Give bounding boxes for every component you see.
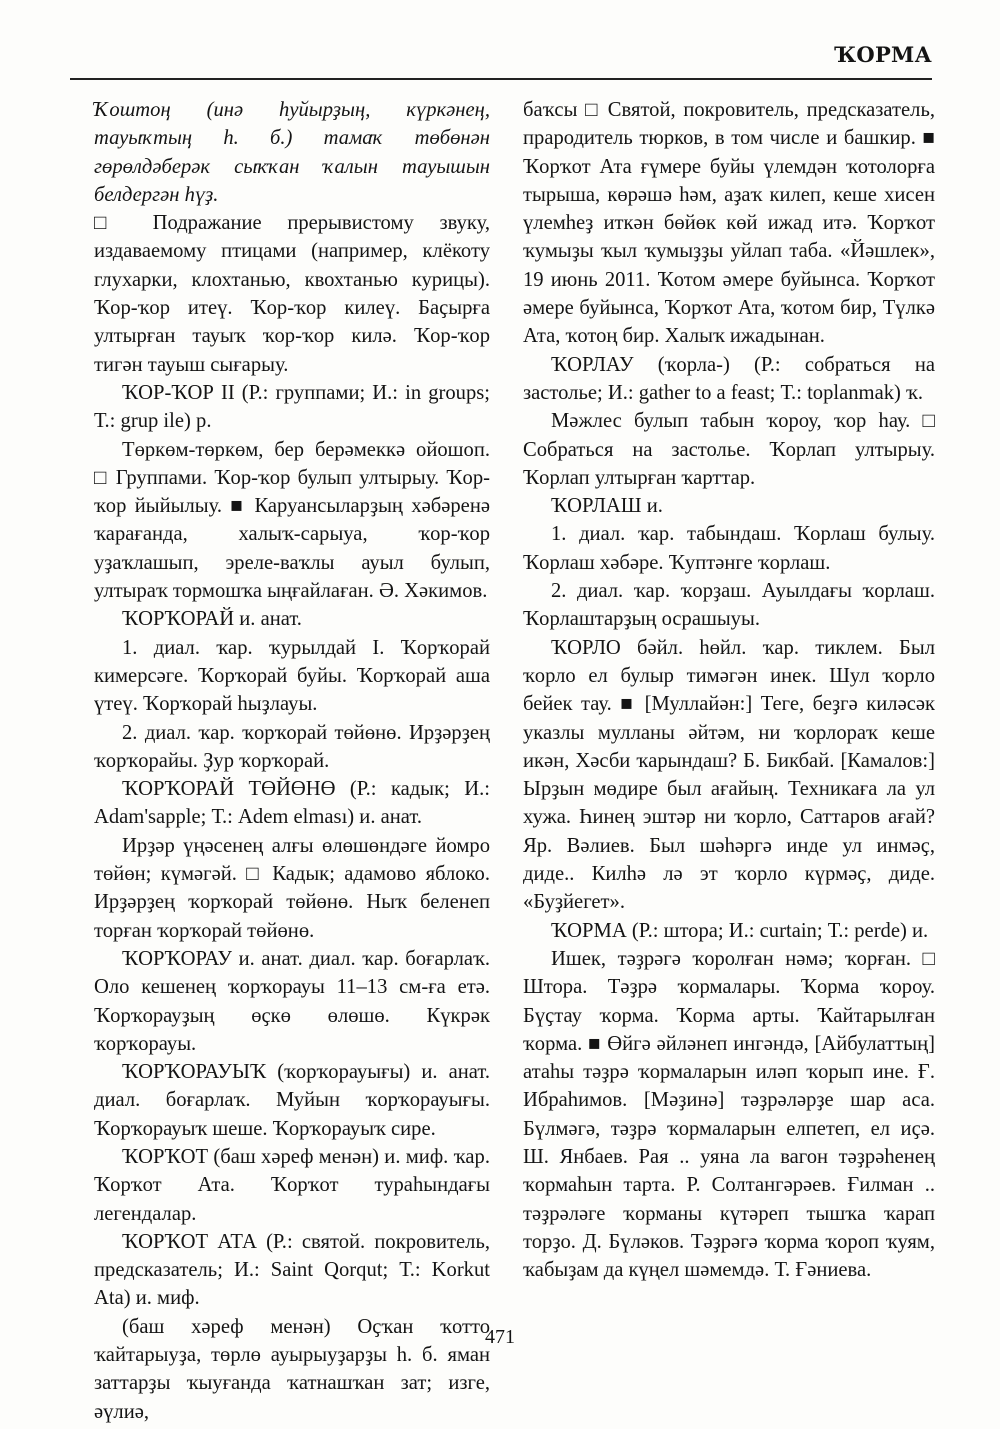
- dictionary-paragraph: 1. диал. ҡар. ҡурылдай I. Ҡорҡорай кимерсәге. Ҡорҡорай буйы. Ҡорҡорай аша үтеү. Ҡорҡорай һыҙлауы.: [94, 636, 490, 716]
- running-head: ҠОРМА: [834, 42, 932, 67]
- dictionary-paragraph: Төркөм-төркөм, бер берәмеккә ойошоп. □ Группами. Ҡор-ҡор булып ултырыу. Ҡор-ҡор йыйылыу. ■ Каруансыларҙың хәбәренә ҡарағанда, халыҡ-сарыуа, ҡор-ҡор уҙаҡлашып, эреле-ваҡлы ауыл булып, ултыраҡ тормошҡа ыңғайлаған. Ә. Хәкимов.: [94, 438, 490, 603]
- header-rule: [70, 78, 932, 80]
- dictionary-paragraph: ҠОРҠОРАЙ и. анат.: [122, 608, 302, 631]
- dictionary-paragraph: 2. диал. ҡар. ҡорҡорай төйөнө. Ирҙәрҙең ҡорҡорайы. Ҙур ҡорҡорай.: [94, 721, 490, 772]
- dictionary-paragraph: Ҡоштоң (инә һуйырҙың, күркәнең, тауыҡтың һ. б.) тамаҡ төбөнән гөрөлдәберәк сыҡҡан ҡалын тауышын белдергән һүҙ.: [94, 99, 490, 206]
- page-number: 471: [485, 1326, 515, 1348]
- dictionary-paragraph: 2. диал. ҡар. ҡорҙаш. Ауылдағы ҡорлаш. Ҡорлаштарҙың осрашыуы.: [523, 580, 935, 631]
- right-column: [523, 96, 935, 1284]
- dictionary-paragraph: ҠОРҠОТ АТА (Р.: святой. покровитель, предсказатель; И.: Saint Qorqut; Т.: Korkut Ata) и. миф.: [94, 1230, 490, 1310]
- dictionary-paragraph: ҠОРҠОРАУЫҠ (ҡорҡорауығы) и. анат. диал. боғарлаҡ. Муйын ҡорҡорауығы. Ҡорҡорауыҡ шеше. Ҡорҡорауыҡ сире.: [94, 1061, 490, 1140]
- dictionary-paragraph: ҠОРЛАУ (ҡорла-) (Р.: собраться на застолье; И.: gather to a feast; Т.: toplanmak) ҡ.: [523, 353, 935, 404]
- dictionary-paragraph: ҠОРҠОТ (баш хәреф менән) и. миф. ҡар. Ҡорҡот Ата. Ҡорҡот тураһындағы легендалар.: [94, 1145, 490, 1225]
- dictionary-paragraph: ҠОРЛО бәйл. һөйл. ҡар. тиклем. Был ҡорло ел булыр тимәгән инек. Шул ҡорло бейек тау. ■ [Муллайән:] Теге, беҙгә киләсәк указлы мулланы әйтәм, ни ҡорлораҡ кеше икән, Хәсби ҡарындаш? Б. Бикбай. [Камалов:] Ырҙын мөдире был ағайың. Техникаға ла ул хужа. Һинең эштәр ни ҡорло, Саттаров ағай? Яр. Вәлиев. Был шәһәргә инде ул инмәҫ, диде.. Килһә лә эт ҡорло күрмәҫ, диде. «Буҙйегет».: [523, 636, 935, 914]
- dictionary-paragraph: (баш хәреф менән) Оҫҡан ҡотто ҡайтарыуҙа, төрлө ауырыуҙарҙы һ. б. яман заттарҙы ҡыуғанда ҡатнашҡан зат; изге, әүлиә,: [94, 1315, 490, 1423]
- dictionary-paragraph: Мәжлес булып табын ҡороу, ҡор һау. □ Собраться на застолье. Ҡорлап ултырыу. Ҡорлап ултырған ҡарттар.: [523, 410, 935, 489]
- dictionary-paragraph: Ирҙәр үңәсенең алғы өлөшөндәге йомро төйөн; күмәгәй. □ Кадык; адамово яблоко. Ирҙәрҙең ҡорҡорай төйөнө. Ныҡ беленеп торған ҡорҡорай төйөнө.: [94, 834, 490, 942]
- dictionary-paragraph: 1. диал. ҡар. табындаш. Ҡорлаш булыу. Ҡорлаш хәбәре. Ҡуптәнге ҡорлаш.: [523, 523, 935, 574]
- dictionary-paragraph: ҠОРҠОРАУ и. анат. диал. ҡар. боғарлаҡ. Оло кешенең ҡорҡорауы 11–13 см-ға етә. Ҡорҡорауҙың өҫкө өлөшө. Күкрәк ҡорҡорауы.: [94, 947, 490, 1055]
- dictionary-paragraph: ҠОР-ҠОР II (Р.: группами; И.: in groups; Т.: grup ile) р.: [94, 381, 490, 433]
- dictionary-paragraph: Ишек, тәҙрәгә ҡоролған нәмә; ҡорған. □ Штора. Тәҙрә ҡормалары. Ҡорма ҡороу. Бүҫтау ҡорма. Ҡорма арты. Ҡайтарылған ҡорма. ■ Өйгә әйләнеп ингәндә, [Айбулаттың] атаһы тәҙрә ҡормаларын иләп ҡорып ине. Ғ. Ибраһимов. [Мәҙинә] тәҙрәләрҙе шар аса. Бүлмәгә, тәҙрә ҡормаларын елпетеп, ел иҫә. Ш. Янбаев. Рая .. уяна ла вагон тәҙрәһенең ҡормаһын тарта. Р. Солтангәрәев. Ғилман .. тәҙрәләге ҡорманы күтәреп тышҡа ҡарап торҙо. Д. Бүләков. Тәҙрәгә ҡорма ҡороп ҡуям, ҡабыҙам да күңел шәмемдә. Т. Ғәниева.: [523, 947, 935, 1282]
- dictionary-paragraph: □ Подражание прерывистому звуку, издаваемому птицами (например, клёкоту глухарки, клохтанью, квохтанью курицы). Ҡор-ҡор итеү. Ҡор-ҡор килеү. Баҫырға ултырған тауыҡ ҡор-ҡор килә. Ҡор-ҡор тигән тауыш сығарыу.: [94, 212, 490, 376]
- dictionary-paragraph: ҠОРҠОРАЙ ТӨЙӨНӨ (Р.: кадык; И.: Adam'sapple; Т.: Adem elması) и. анат.: [94, 778, 490, 829]
- dictionary-paragraph: баҡсы □ Святой, покровитель, предсказатель, прародитель тюрков, в том числе и башкир. ■ Ҡорҡот Ата ғүмере буйы үлемдән ҡотолорға тырыша, көрәшә һәм, аҙаҡ килеп, кеше хисен үлемһеҙ иткән бөйөк көй ижад итә. Ҡорҡот ҡумыҙы ҡыл ҡумыҙҙы уйлап таба. «Йәшлек», 19 июнь 2011. Ҡотом әмере буйынса. Ҡорҡот әмере буйынса, Ҡорҡот Ата, ҡотом бир, Түлкә Ата, ҡотоң бир. Халыҡ ижадынан.: [523, 99, 935, 348]
- dictionary-paragraph: ҠОРЛАШ и.: [551, 495, 663, 518]
- left-column: [94, 96, 490, 1426]
- dictionary-paragraph: ҠОРМА (Р.: штора; И.: curtain; Т.: perde) и.: [551, 919, 929, 942]
